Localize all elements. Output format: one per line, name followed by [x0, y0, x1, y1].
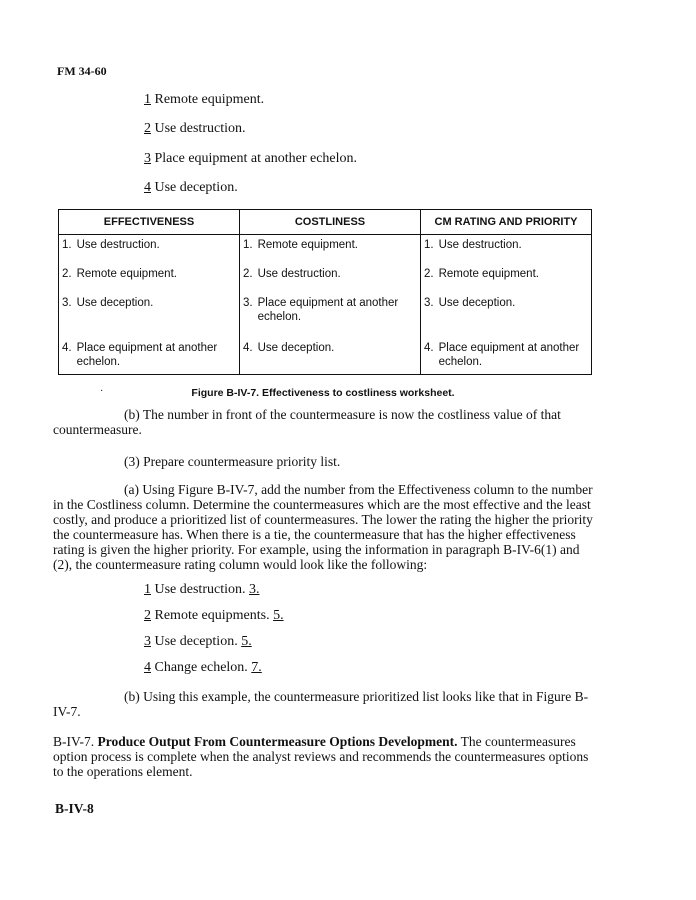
page-header: FM 34-60 — [57, 64, 107, 78]
table-cell — [421, 338, 592, 375]
cell-text: Use destruction. — [257, 267, 341, 280]
rating-list-item — [144, 660, 262, 676]
table-row — [59, 235, 592, 264]
list-text: Use destruction. — [154, 121, 246, 136]
list-item — [144, 121, 245, 137]
cell-number: 3. — [424, 297, 434, 310]
figure-caption: Figure B-IV-7. Effectiveness to costliness worksheet. — [191, 387, 455, 399]
list-text: Use destruction. — [154, 582, 246, 597]
cell-text: Place equipment at another echelon. — [76, 341, 218, 368]
cell-text: Remote equipment. — [438, 267, 539, 280]
paragraph-b-prioritized-list: (b) Using this example, the countermeasure prioritized list looks like that in Figure B-IV-7. — [53, 689, 589, 719]
list-number: 2 — [144, 608, 151, 623]
paragraph-a-using-figure: (a) Using Figure B-IV-7, add the number from the Effectiveness column to the number in the Costliness column. Determine the countermeasures which are the most effective and the least costly, and produce a prioritized list of countermeasures. The lower the rating the higher the priority the countermeasure has. When there is a tie, the countermeasure that has the higher effectiveness rating is given the higher priority. For example, using the information in paragraph B-IV-6(1) and (2), the countermeasure rating column would look like the following: — [53, 482, 593, 572]
table-cell — [240, 293, 421, 338]
section-b-iv-7 — [53, 734, 598, 779]
cell-text: Use deception. — [257, 341, 335, 354]
rating-score: 5. — [241, 634, 252, 649]
table-cell — [240, 235, 421, 264]
list-number: 2 — [144, 121, 151, 136]
section-number: B-IV-7. — [53, 734, 95, 749]
cell-number: 4. — [243, 341, 253, 354]
list-text: Place equipment at another echelon. — [154, 151, 358, 166]
cell-number: 1. — [424, 239, 434, 251]
list-number: 1 — [144, 582, 151, 597]
list-text: Use deception. — [154, 180, 238, 195]
rating-score: 7. — [251, 660, 262, 675]
table-cell — [240, 338, 421, 375]
list-text: Remote equipment. — [154, 92, 265, 107]
list-item — [144, 92, 264, 108]
list-item — [144, 151, 357, 167]
list-number: 3 — [144, 634, 151, 649]
cell-text: Place equipment at another echelon. — [438, 341, 580, 368]
table-cell — [59, 235, 240, 264]
page-footer: B-IV-8 — [55, 801, 94, 816]
cell-text: Place equipment at another echelon. — [257, 297, 399, 324]
cell-number: 3. — [243, 297, 253, 310]
table-row — [59, 264, 592, 293]
cell-text: Use destruction. — [76, 239, 160, 251]
list-number: 4 — [144, 180, 151, 195]
table-cell — [421, 235, 592, 264]
list-number: 4 — [144, 660, 151, 675]
stray-mark: · — [100, 386, 104, 397]
col-header-cm-rating: CM RATING AND PRIORITY — [421, 210, 592, 235]
cell-text: Remote equipment. — [257, 239, 358, 251]
cell-number: 1. — [243, 239, 253, 251]
cell-number: 4. — [62, 341, 72, 354]
rating-score: 3. — [248, 582, 260, 597]
cell-text: Remote equipment. — [76, 267, 177, 280]
paragraph-3-priority-list: (3) Prepare countermeasure priority list. — [124, 454, 341, 469]
list-item — [144, 180, 238, 196]
paragraph-b-costliness: (b) The number in front of the countermeasure is now the costliness value of that countermeasure. — [53, 407, 561, 437]
table-cell — [240, 264, 421, 293]
rating-score: 5. — [273, 608, 284, 623]
col-header-costliness: COSTLINESS — [240, 210, 421, 235]
list-number: 3 — [144, 151, 151, 166]
cell-text: Use deception. — [438, 297, 516, 310]
rating-list-item — [144, 634, 252, 650]
rating-list-item — [144, 582, 259, 598]
table-cell — [59, 264, 240, 293]
list-text: Change echelon. — [154, 660, 248, 675]
cell-number: 2. — [62, 267, 72, 280]
table-cell — [59, 338, 240, 375]
cell-number: 2. — [424, 267, 434, 280]
section-body: The countermeasures option process is complete when the analyst reviews and recommends the countermeasures options to the operations element. — [53, 734, 589, 779]
list-text: Remote equipments. — [154, 608, 270, 623]
cell-number: 2. — [243, 267, 253, 280]
cell-number: 4. — [424, 341, 434, 354]
worksheet-table — [58, 209, 592, 375]
col-header-effectiveness: EFFECTIVENESS — [59, 210, 240, 235]
cell-text: Use destruction. — [438, 239, 522, 251]
list-text: Use deception. — [154, 634, 238, 649]
table-cell — [421, 264, 592, 293]
table-row — [59, 293, 592, 338]
cell-number: 3. — [62, 297, 72, 310]
table-cell — [421, 293, 592, 338]
cell-number: 1. — [62, 239, 72, 251]
table-row — [59, 338, 592, 375]
rating-list-item — [144, 608, 284, 624]
section-heading: Produce Output From Countermeasure Options Development. — [97, 734, 458, 749]
list-number: 1 — [144, 92, 151, 107]
table-cell — [59, 293, 240, 338]
cell-text: Use deception. — [76, 297, 154, 310]
